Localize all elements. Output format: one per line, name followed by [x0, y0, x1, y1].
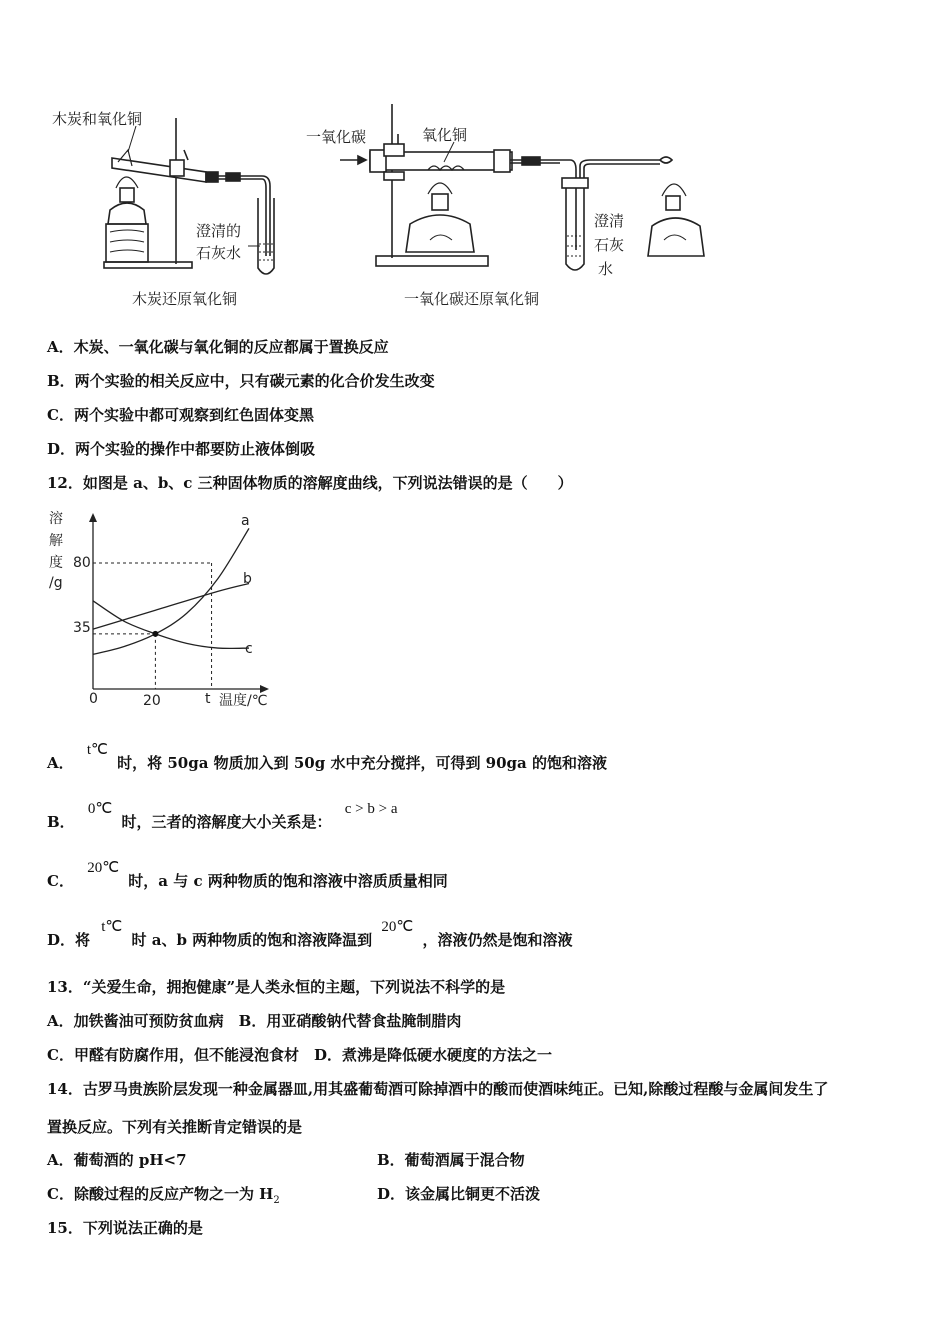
q12-option-b — [47, 801, 398, 832]
series-label-b: b — [243, 571, 252, 587]
intersection-point — [152, 631, 158, 637]
right-water-label-2: 石灰 — [594, 236, 625, 254]
curve-b — [93, 583, 249, 629]
q12-d-math2: 20℃ — [381, 919, 414, 935]
q12-b-letter: B． — [47, 813, 75, 831]
q14-c-text: C．除酸过程的反应产物之一为 H — [47, 1185, 274, 1203]
left-water-label-2: 石灰水 — [196, 244, 242, 262]
left-caption: 木炭还原氧化铜 — [132, 290, 238, 308]
right-water-label-3: 水 — [598, 260, 614, 278]
q11-option-d: D．两个实验的操作中都要防止液体倒吸 — [47, 440, 316, 458]
y-tick-35: 35 — [73, 620, 91, 636]
q13-options-cd: C．甲醛有防腐作用，但不能浸泡食材 D．煮沸是降低硬水硬度的方法之一 — [47, 1046, 552, 1064]
q11-option-a: A．木炭、一氧化碳与氧化铜的反应都属于置换反应 — [47, 338, 389, 356]
q11-option-c: C．两个实验中都可观察到红色固体变黑 — [47, 406, 314, 424]
right-caption: 一氧化碳还原氧化铜 — [404, 290, 540, 308]
q12-d-math: t℃ — [101, 919, 123, 935]
left-label: 木炭和氧化铜 — [52, 110, 143, 128]
q12-stem: 12．如图是 a、b、c 三种固体物质的溶解度曲线，下列说法错误的是（ ） — [47, 474, 573, 492]
right-co-label: 一氧化碳 — [306, 128, 367, 146]
right-cuo-label: 氧化铜 — [422, 126, 468, 144]
q12-b-math: 0℃ — [87, 801, 113, 817]
q14-stem-line2: 置换反应。下列有关推断肯定错误的是 — [47, 1118, 303, 1136]
q12-option-a — [47, 742, 607, 773]
left-apparatus — [104, 118, 274, 274]
y-tick-80: 80 — [73, 555, 91, 571]
xlabel: 温度/℃ — [219, 693, 268, 709]
q14-option-c — [47, 1183, 280, 1206]
ylabel-char-3: 度 — [49, 555, 63, 571]
curve-a — [93, 528, 249, 654]
q12-c-letter: C． — [47, 872, 74, 890]
x-tick-0: 0 — [89, 691, 98, 707]
q12-option-c — [47, 860, 448, 891]
ylabel-char-2: 解 — [49, 533, 63, 549]
x-tick-t: t — [205, 691, 211, 707]
left-water-label-1: 澄清的 — [196, 222, 242, 240]
q12-d-letter: D．将 — [47, 931, 91, 949]
q12-d-text2: ，溶液仍然是饱和溶液 — [422, 931, 573, 949]
q12-c-text: 时，a 与 c 两种物质的饱和溶液中溶质质量相同 — [128, 872, 448, 890]
q12-b-math2: c > b > a — [344, 801, 398, 817]
q12-a-letter: A． — [47, 754, 74, 772]
series-label-a: a — [241, 513, 250, 529]
q14-c-subscript: 2 — [273, 1195, 280, 1206]
q14-option-d: D．该金属比铜更不活泼 — [377, 1185, 541, 1203]
q15-stem: 15．下列说法正确的是 — [47, 1219, 203, 1237]
q12-a-text: 时，将 50ga 物质加入到 50g 水中充分搅拌，可得到 90ga 的饱和溶液 — [117, 754, 607, 772]
right-water-label-1: 澄清 — [594, 212, 625, 230]
q12-a-math: t℃ — [86, 742, 108, 758]
solubility-chart — [45, 505, 305, 715]
x-tick-20: 20 — [143, 693, 161, 709]
q12-d-text: 时 a、b 两种物质的饱和溶液降温到 — [131, 931, 373, 949]
q11-option-b: B．两个实验的相关反应中，只有碳元素的化合价发生改变 — [47, 372, 435, 390]
q14-option-a: A．葡萄酒的 pH<7 — [47, 1151, 187, 1169]
right-apparatus — [340, 104, 704, 270]
q12-b-text: 时，三者的溶解度大小关系是： — [121, 813, 332, 831]
ylabel-char-4: /g — [49, 575, 63, 591]
q14-option-b: B．葡萄酒属于混合物 — [377, 1151, 525, 1169]
q13-stem: 13．“关爱生命，拥抱健康”是人类永恒的主题，下列说法不科学的是 — [47, 978, 506, 996]
apparatus-figure — [0, 0, 950, 320]
ylabel-char-1: 溶 — [49, 511, 63, 527]
q14-stem-line1: 14．古罗马贵族阶层发现一种金属器皿,用其盛葡萄酒可除掉酒中的酸而使酒味纯正。已知,除酸过程酸与金属间发生了 — [47, 1080, 829, 1098]
q13-options-ab: A．加铁酱油可预防贫血病 B．用亚硝酸钠代替食盐腌制腊肉 — [47, 1012, 462, 1030]
q12-option-d — [47, 919, 573, 950]
series-label-c: c — [245, 641, 253, 657]
q12-c-math: 20℃ — [87, 860, 120, 876]
